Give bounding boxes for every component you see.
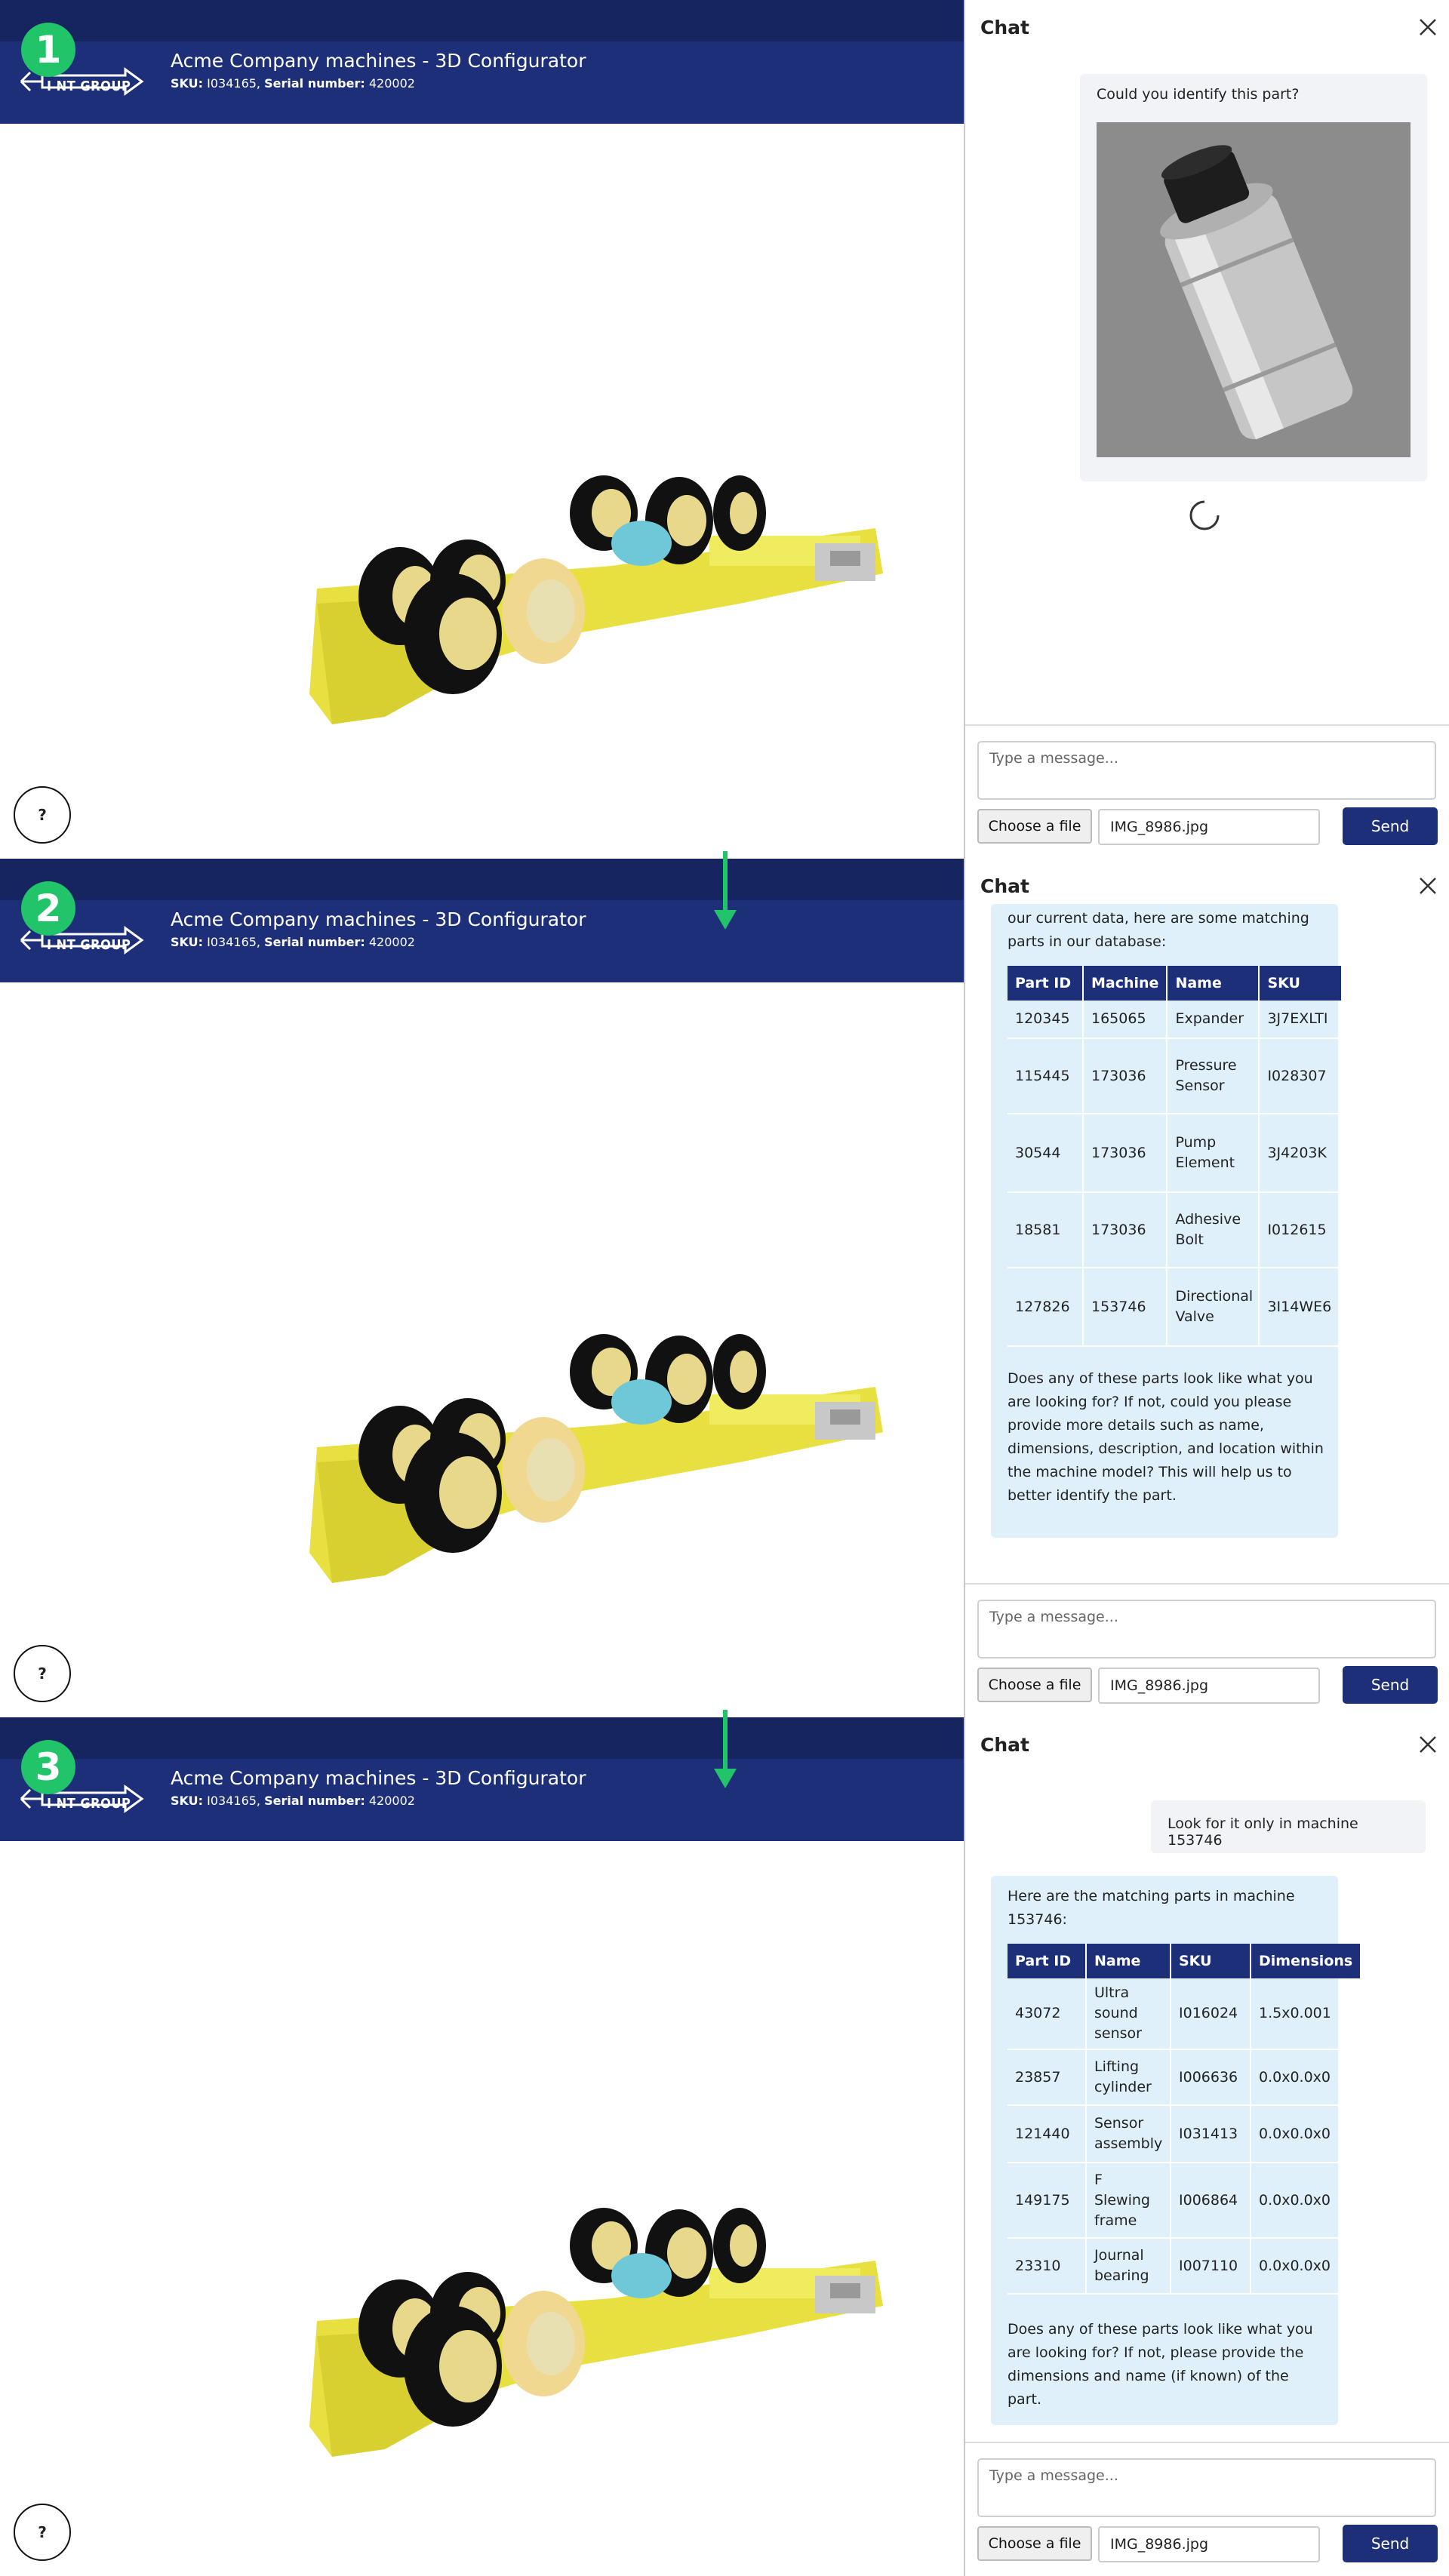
selected-file-name: IMG_8986.jpg — [1098, 2526, 1320, 2562]
table-column-header: Machine — [1083, 966, 1167, 1001]
table-cell: 173036 — [1083, 1114, 1167, 1192]
table-cell: 0.0x0.0x0 — [1251, 2105, 1361, 2163]
step-arrow-icon — [714, 1710, 737, 1793]
sku-label: SKU: — [171, 76, 204, 91]
table-cell: I006636 — [1171, 2049, 1251, 2105]
app-header — [0, 1717, 964, 1841]
table-cell: 0.0x0.0x0 — [1251, 2238, 1361, 2294]
table-row — [1008, 2049, 1361, 2105]
table-column-header: Dimensions — [1251, 1944, 1361, 1978]
table-row — [1008, 1001, 1342, 1038]
page-title: Acme Company machines - 3D Configurator — [171, 908, 586, 930]
sku-value: I034165 — [207, 1794, 257, 1808]
product-info: SKU: I034165, Serial number: 420002 — [171, 935, 415, 949]
table-column-header: Part ID — [1008, 966, 1083, 1001]
choose-file-button[interactable]: Choose a file — [977, 2526, 1092, 2561]
table-column-header: Name — [1086, 1944, 1171, 1978]
help-button[interactable]: ? — [14, 2504, 71, 2561]
product-info: SKU: I034165, Serial number: 420002 — [171, 76, 415, 91]
header-top-band — [0, 1717, 964, 1759]
serial-value: 420002 — [368, 1794, 415, 1808]
bot-outro-text: Does any of these parts look like what you are looking for? If not, please provide the dimensions and name (if known) of the part. — [1008, 2321, 1313, 2408]
table-cell: 23310 — [1008, 2238, 1086, 2294]
table-cell: 18581 — [1008, 1192, 1083, 1268]
table-cell: 1.5x0.001 — [1251, 1978, 1361, 2049]
send-button[interactable]: Send — [1343, 1666, 1438, 1704]
selected-file-name: IMG_8986.jpg — [1098, 1668, 1320, 1704]
chat-divider — [965, 2442, 1449, 2443]
table-row — [1008, 1038, 1342, 1114]
header-top-band — [0, 859, 964, 900]
table-cell: I006864 — [1171, 2163, 1251, 2238]
table-cell: 0.0x0.0x0 — [1251, 2049, 1361, 2105]
results-table-scroll[interactable] — [1008, 1944, 1353, 2291]
table-cell: 3I14WE6 — [1259, 1268, 1342, 1346]
close-icon[interactable] — [1417, 17, 1438, 38]
chat-messages — [965, 60, 1449, 724]
table-cell: 121440 — [1008, 2105, 1086, 2163]
table-cell: I012615 — [1259, 1192, 1342, 1268]
uploaded-part-image[interactable] — [1097, 122, 1411, 457]
table-cell: 3J7EXLTI — [1259, 1001, 1342, 1038]
machine-3d-model[interactable] — [287, 1311, 906, 1598]
table-row — [1008, 1114, 1342, 1192]
help-button[interactable]: ? — [14, 786, 71, 844]
serial-label: Serial number: — [264, 76, 365, 91]
results-table — [1008, 966, 1343, 1347]
chat-panel — [964, 0, 1449, 859]
user-message — [1080, 74, 1427, 481]
table-cell: Lifting cylinder — [1086, 2049, 1171, 2105]
table-header-row — [1008, 966, 1342, 1001]
results-table-scroll[interactable] — [1008, 966, 1332, 1328]
table-cell: Ultra sound sensor — [1086, 1978, 1171, 2049]
table-column-header: SKU — [1259, 966, 1342, 1001]
machine-3d-model[interactable] — [287, 2185, 906, 2472]
logo-text: I NT GROUP — [47, 78, 131, 94]
close-icon[interactable] — [1417, 875, 1438, 896]
table-cell: I016024 — [1171, 1978, 1251, 2049]
table-cell: Journal bearing — [1086, 2238, 1171, 2294]
chat-title: Chat — [980, 17, 1029, 38]
table-cell: 149175 — [1008, 2163, 1086, 2238]
chat-panel — [964, 859, 1449, 1717]
step-panel-2 — [0, 859, 1449, 1717]
sku-value: I034165 — [207, 76, 257, 91]
table-row — [1008, 2238, 1361, 2294]
page-title: Acme Company machines - 3D Configurator — [171, 1767, 586, 1789]
sku-label: SKU: — [171, 935, 204, 949]
app-header — [0, 859, 964, 982]
step-panel-3 — [0, 1717, 1449, 2576]
chat-messages — [965, 1763, 1449, 2442]
step-badge-1: 1 — [21, 23, 75, 77]
table-header-row — [1008, 1944, 1361, 1978]
app-header — [0, 0, 964, 124]
header-top-band — [0, 0, 964, 41]
bot-outro-text: Does any of these parts look like what you are looking for? If not, could you please provide more details such as name, dimensions, description, and location within the machine model? This will help us to better identify the part. — [1008, 1370, 1324, 1504]
choose-file-button[interactable]: Choose a file — [977, 1668, 1092, 1702]
close-icon[interactable] — [1417, 1734, 1438, 1755]
table-cell: I031413 — [1171, 2105, 1251, 2163]
table-cell: Directional Valve — [1167, 1268, 1259, 1346]
configurator-view — [0, 859, 964, 1717]
table-column-header: Name — [1167, 966, 1259, 1001]
selected-file-name: IMG_8986.jpg — [1098, 809, 1320, 845]
sku-label: SKU: — [171, 1794, 204, 1808]
chat-title: Chat — [980, 1734, 1029, 1756]
help-button[interactable]: ? — [14, 1645, 71, 1702]
table-cell: 173036 — [1083, 1192, 1167, 1268]
table-cell: F Slewing frame — [1086, 2163, 1171, 2238]
table-cell: 120345 — [1008, 1001, 1083, 1038]
table-cell: 30544 — [1008, 1114, 1083, 1192]
table-cell: 3J4203K — [1259, 1114, 1342, 1192]
bot-intro-text: Here are the matching parts in machine 153746: — [1008, 1888, 1295, 1928]
table-row — [1008, 2163, 1361, 2238]
bot-intro-text: our current data, here are some matching parts in our database: — [1008, 910, 1309, 950]
step-badge-3: 3 — [21, 1740, 75, 1794]
table-cell: Expander — [1167, 1001, 1259, 1038]
serial-label: Serial number: — [264, 1794, 365, 1808]
serial-value: 420002 — [368, 935, 415, 949]
user-message — [1151, 1800, 1426, 1853]
table-row — [1008, 2105, 1361, 2163]
table-column-header: Part ID — [1008, 1944, 1086, 1978]
message-input[interactable]: Type a message... — [977, 2458, 1436, 2517]
table-cell: 173036 — [1083, 1038, 1167, 1114]
send-button[interactable]: Send — [1343, 807, 1438, 845]
table-cell: 153746 — [1083, 1268, 1167, 1346]
product-info: SKU: I034165, Serial number: 420002 — [171, 1794, 415, 1808]
bot-message — [991, 1876, 1353, 2425]
step-badge-2: 2 — [21, 881, 75, 936]
table-cell: 0.0x0.0x0 — [1251, 2163, 1361, 2238]
serial-label: Serial number: — [264, 935, 365, 949]
configurator-view — [0, 1717, 964, 2576]
chat-title: Chat — [980, 875, 1029, 897]
results-table — [1008, 1944, 1361, 2295]
table-row — [1008, 1192, 1342, 1268]
choose-file-button[interactable]: Choose a file — [977, 809, 1092, 844]
message-input[interactable]: Type a message... — [977, 1600, 1436, 1658]
table-cell: 115445 — [1008, 1038, 1083, 1114]
chat-panel — [964, 1717, 1449, 2576]
page-title: Acme Company machines - 3D Configurator — [171, 50, 586, 72]
chat-messages — [965, 904, 1449, 1583]
message-input[interactable]: Type a message... — [977, 741, 1436, 800]
chat-divider — [965, 724, 1449, 726]
machine-3d-model[interactable] — [287, 453, 906, 739]
sku-value: I034165 — [207, 935, 257, 949]
table-cell: 127826 — [1008, 1268, 1083, 1346]
table-cell: 165065 — [1083, 1001, 1167, 1038]
table-cell: 23857 — [1008, 2049, 1086, 2105]
table-row — [1008, 1268, 1342, 1346]
table-row — [1008, 1978, 1361, 2049]
part-photo — [1097, 122, 1411, 457]
configurator-view — [0, 0, 964, 859]
step-panel-1 — [0, 0, 1449, 859]
table-cell: I028307 — [1259, 1038, 1342, 1114]
send-button[interactable]: Send — [1343, 2525, 1438, 2562]
user-message-text: Look for it only in machine 153746 — [1168, 1815, 1358, 1849]
table-cell: Adhesive Bolt — [1167, 1192, 1259, 1268]
loading-spinner-icon — [1189, 500, 1220, 531]
user-message-text: Could you identify this part? — [1097, 86, 1300, 103]
chat-divider — [965, 1583, 1449, 1585]
step-arrow-icon — [714, 851, 737, 934]
table-cell: Pressure Sensor — [1167, 1038, 1259, 1114]
logo-text: I NT GROUP — [47, 1796, 131, 1812]
bot-message — [991, 904, 1338, 1538]
table-column-header: SKU — [1171, 1944, 1251, 1978]
table-cell: Sensor assembly — [1086, 2105, 1171, 2163]
logo-text: I NT GROUP — [47, 937, 131, 953]
table-cell: Pump Element — [1167, 1114, 1259, 1192]
serial-value: 420002 — [368, 76, 415, 91]
table-cell: 43072 — [1008, 1978, 1086, 2049]
table-cell: I007110 — [1171, 2238, 1251, 2294]
